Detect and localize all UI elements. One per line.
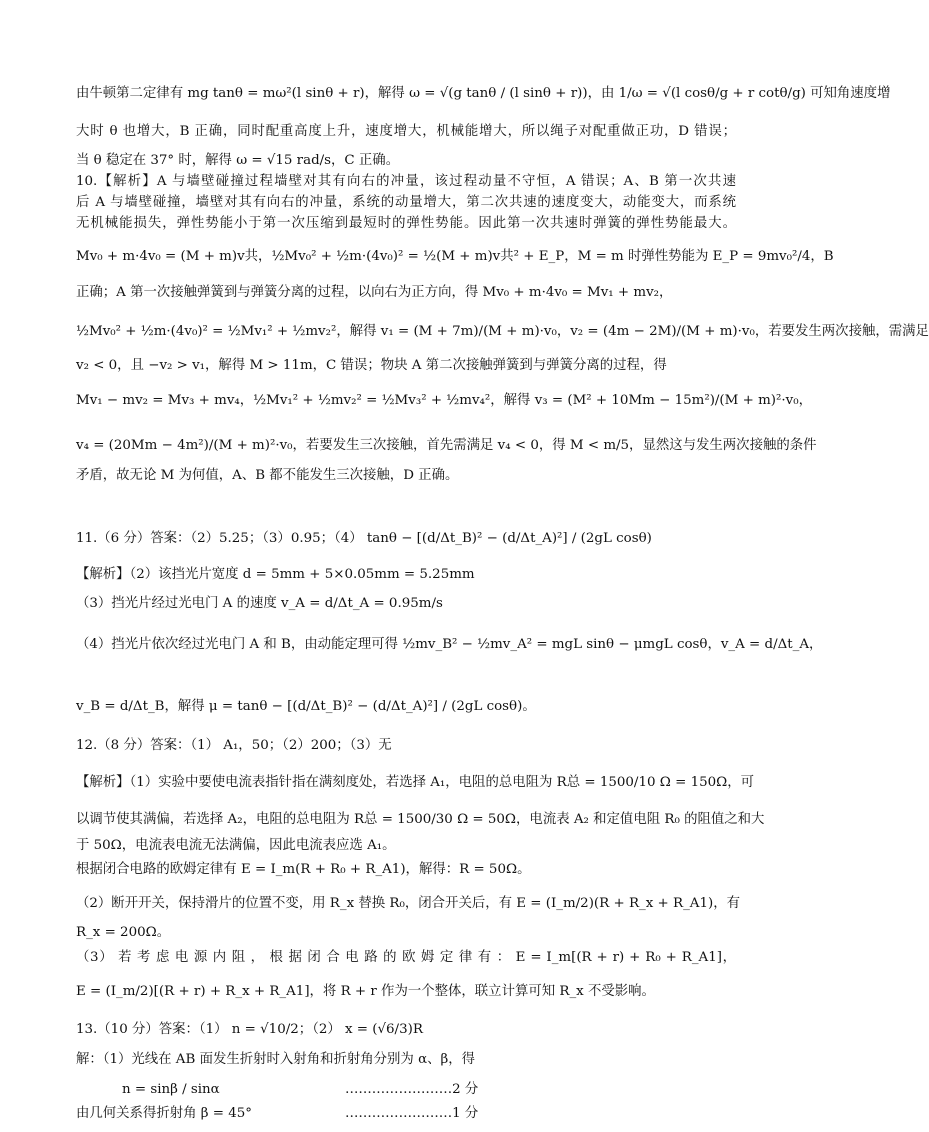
text-line: v_B = d/Δt_B，解得 μ = tanθ − [(d/Δt_B)² − (d/Δt_A)²] / (2gL cosθ)。 — [76, 699, 536, 714]
text-line: 无机械能损失，弹性势能小于第一次压缩到最短时的弹性势能。因此第一次共速时弹簧的弹性势能最大。 — [76, 216, 736, 231]
text-line: 大时 θ 也增大，B 正确，同时配重高度上升，速度增大，机械能增大，所以绳子对配重做正功，D 错误； — [76, 124, 736, 139]
score-mark: ……………………1 分 — [345, 1106, 479, 1121]
text-line: 【解析】（1）实验中要使电流表指针指在满刻度处，若选择 A₁，电阻的总电阻为 R总 = 1500/10 Ω = 150Ω，可 — [76, 775, 755, 790]
text-line: （4）挡光片依次经过光电门 A 和 B，由动能定理可得 ½mv_B² − ½mv_A² = mgL sinθ − μmgL cosθ，v_A = d/Δt_A， — [76, 637, 823, 652]
text-line: 正确；A 第一次接触弹簧到与弹簧分离的过程，以向右为正方向，得 Mv₀ + m·4v₀ = Mv₁ + mv₂， — [76, 285, 673, 300]
text-line: 后 A 与墙壁碰撞，墙壁对其有向右的冲量，系统的动量增大，第二次共速的速度变大，动能变大，而系统 — [76, 195, 736, 210]
text-line: v₄ = (20Mm − 4m²)/(M + m)²·v₀，若要发生三次接触，首先需满足 v₄ < 0，得 M < m/5，显然这与发生两次接触的条件 — [76, 438, 817, 453]
text-line: 【解析】（2）该挡光片宽度 d = 5mm + 5×0.05mm = 5.25mm — [76, 567, 475, 582]
text-line: Mv₀ + m·4v₀ = (M + m)v共，½Mv₀² + ½m·(4v₀)² = ½(M + m)v共² + E_P，M = m 时弹性势能为 E_P = 9mv₀²/4，B — [76, 249, 834, 264]
text-line: 根据闭合电路的欧姆定律有 E = I_m(R + R₀ + R_A1)，解得：R = 50Ω。 — [76, 862, 531, 877]
text-line: R_x = 200Ω。 — [76, 925, 171, 940]
score-mark: ……………………2 分 — [345, 1082, 479, 1097]
text-line: 于 50Ω，电流表电流无法满偏，因此电流表应选 A₁。 — [76, 838, 396, 853]
text-line: 当 θ 稳定在 37° 时，解得 ω = √15 rad/s，C 正确。 — [76, 153, 400, 168]
text-line: 矛盾，故无论 M 为何值，A、B 都不能发生三次接触，D 正确。 — [76, 468, 459, 483]
answer-13: 13.（10 分）答案：（1） n = √10/2；（2） x = (√6/3)R — [76, 1022, 423, 1037]
text-line: 由几何关系得折射角 β = 45° — [76, 1106, 252, 1121]
text-line: 10.【解析】A 与墙壁碰撞过程墙壁对其有向右的冲量，该过程动量不守恒，A 错误；A、B 第一次共速 — [76, 174, 736, 189]
text-line: ½Mv₀² + ½m·(4v₀)² = ½Mv₁² + ½mv₂²，解得 v₁ = (M + 7m)/(M + m)·v₀，v₂ = (4m − 2M)/(M + m)·v₀，若要发生两次接触，需满足 — [76, 324, 929, 339]
text-line: Mv₁ − mv₂ = Mv₃ + mv₄，½Mv₁² + ½mv₂² = ½Mv₃² + ½mv₄²，解得 v₃ = (M² + 10Mm − 15m²)/(M + m)²·v₀， — [76, 393, 812, 408]
text-line: （3） 若 考 虑 电 源 内 阻 ， 根 据 闭 合 电 路 的 欧 姆 定 律 有 ： E = I_m[(R + r) + R₀ + R_A1]， — [76, 950, 736, 965]
answer-11: 11.（6 分）答案：（2）5.25；（3）0.95；（4） tanθ − [(d/Δt_B)² − (d/Δt_A)²] / (2gL cosθ) — [76, 531, 652, 546]
answer-12: 12.（8 分）答案：（1） A₁，50；（2）200；（3）无 — [76, 738, 392, 753]
text-line: （2）断开开关，保持滑片的位置不变，用 R_x 替换 R₀，闭合开关后，有 E = (I_m/2)(R + R_x + R_A1)，有 — [76, 896, 741, 911]
formula-line: n = sinβ / sinα — [122, 1082, 220, 1097]
text-line: 以调节使其满偏，若选择 A₂，电阻的总电阻为 R总 = 1500/30 Ω = 50Ω，电流表 A₂ 和定值电阻 R₀ 的阻值之和大 — [76, 812, 765, 827]
text-line: 解：（1）光线在 AB 面发生折射时入射角和折射角分别为 α、β，得 — [76, 1052, 476, 1067]
text-line: E = (I_m/2)[(R + r) + R_x + R_A1]，将 R + r 作为一个整体，联立计算可知 R_x 不受影响。 — [76, 984, 655, 999]
text-line: （3）挡光片经过光电门 A 的速度 v_A = d/Δt_A = 0.95m/s — [76, 596, 443, 611]
text-line: v₂ < 0，且 −v₂ > v₁，解得 M > 11m，C 错误；物块 A 第二次接触弹簧到与弹簧分离的过程，得 — [76, 358, 667, 373]
text-line: 由牛顿第二定律有 mg tanθ = mω²(l sinθ + r)，解得 ω = √(g tanθ / (l sinθ + r))，由 1/ω = √(l cosθ/g + r cotθ/g) 可知角速度增 — [76, 86, 891, 101]
